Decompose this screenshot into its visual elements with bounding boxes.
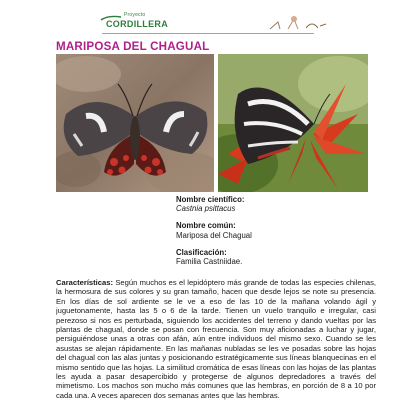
common-name-field [176,221,376,239]
page-title: MARIPOSA DEL CHAGUAL [56,40,210,53]
cordillera-logo [100,12,170,34]
butterfly-wings-open-photo [56,54,214,192]
field-label: Clasificación: [176,247,227,257]
logo-top-text: Proyecto [124,12,146,18]
field-label: Nombre común: [176,221,236,231]
field-value: Mariposa del Chagual [176,230,252,240]
page-header [0,0,400,36]
field-label: Nombre científico: [176,195,245,204]
classification-field [176,248,376,266]
header-rule [102,33,314,34]
characteristics-text: Según muchos es el lepidóptero más grande de todas las especies chilenas, la hermosura de sus colores y su gran tamaño, hacen que desde lejos se note su presencia. En los días de sol ardiente se le ve a eso de las 10 de la mañana volando ágil y juguetonamente, hasta las 5 o 6 de la tarde. Tienen un vuelo tranquilo e irregular, casi perezoso si nos es perturbada, siguiendo los accidentes del terreno y dando vueltas por las plantas de chagual, donde se posan con frecuencia. Son muy aficionadas a luchar y jugar, persiguiéndose unas a otras con afán, aún entre individuos del mismo sexo. Cuando se les asustas se alejan rápidamente. En las mañanas nubladas se les ve posadas sobre las hojas del chagual con las alas juntas y posicionando estratégicamente sus líneas blanquecinas en el mismo sentido que las hojas. La similitud cromática de esas líneas con las hojas de las plantas les ayuda a pasar desapercibido y protegerse de algunos depredadores a través del mimetismo. Los machos son mucho más comunes que las hembras, en porción de 8 a 10 por cada una. A veces aparecen dos semanas antes que las hembras. [56,278,376,400]
characteristics-label: Características: [56,278,113,287]
butterfly-on-red-flower-photo [218,54,368,192]
scientific-name-field [176,195,376,213]
logo-main-text: CORDILLERA [106,19,168,29]
header-decoration-icon [268,14,328,32]
species-info [176,195,376,274]
field-value: Familia Castniidae. [176,257,243,267]
characteristics-paragraph [56,278,376,400]
field-value: Castnia psittacus [176,204,236,214]
